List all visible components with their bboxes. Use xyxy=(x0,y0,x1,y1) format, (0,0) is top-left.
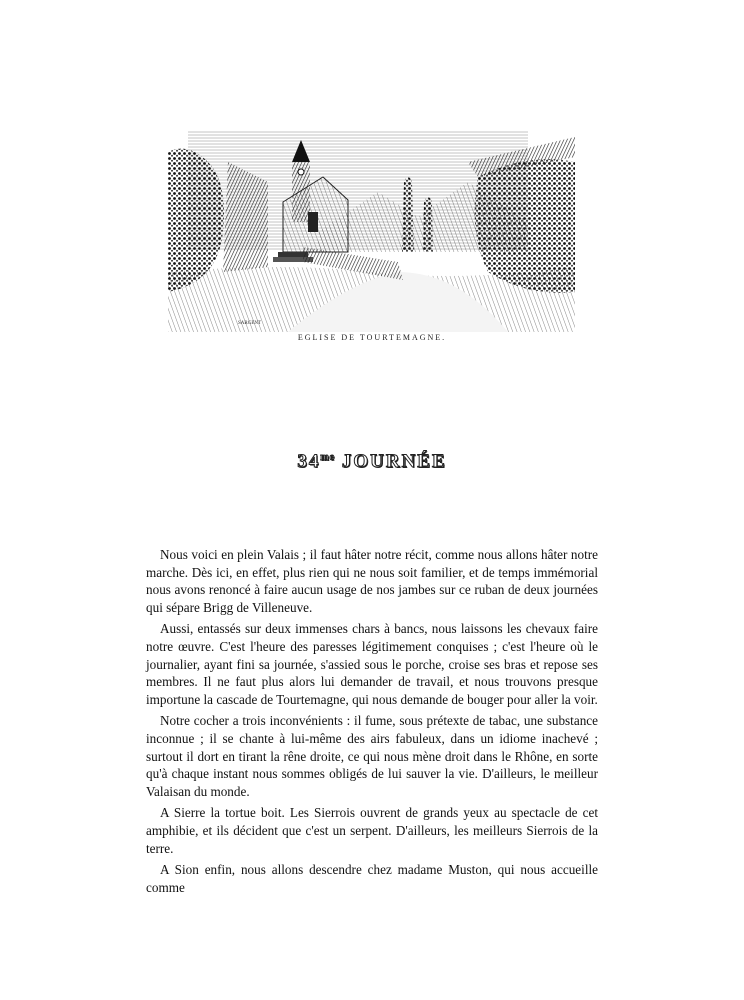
chapter-number: 34 xyxy=(297,451,321,472)
paragraph: Aussi, entassés sur deux immenses chars à bancs, nous laissons les chevaux faire notre œuvre. C'est l'heure des paresses légitimement conquises ; c'est l'heure où le journalier, ayant fini sa journée, s'assied sous le porche, croise ses bras et repose ses membres. Il ne faut plus alors lui demander de travail, et nous trouvons presque importune la cascade de Tourtemagne, qui nous demande de bouger pour aller la voir. xyxy=(146,621,598,707)
paragraph: Nous voici en plein Valais ; il faut hâter notre récit, comme nous allons hâter notre marche. Dès ici, en effet, plus rien qui ne nous soit familier, et de temps immémorial nous avons renoncé à faire aucun usage de nos jambes sur ce ruban de deux journées qui sépare Brigg de Villeneuve. xyxy=(146,547,598,615)
paragraph: A Sion enfin, nous allons descendre chez madame Muston, qui nous accueille comme xyxy=(146,862,598,895)
body-text xyxy=(146,546,598,900)
paragraph: Notre cocher a trois inconvénients : il fume, sous prétexte de tabac, une substance inconnue ; il se chante à lui-même des airs fabuleux, dans un idiome inachevé ; surtout il dort en tirant la rêne droite, ce qui nous mène droit dans le Rhône, en sorte qu'à chaque instant nous sommes obligés de lui sauver la vie. D'ailleurs, le meilleur Valaisan du monde. xyxy=(146,713,598,799)
chapter-heading xyxy=(0,451,744,473)
chapter-suffix: me xyxy=(320,452,336,463)
chapter-word: JOURNÉE xyxy=(341,451,447,472)
illustration-caption: EGLISE DE TOURTEMAGNE. xyxy=(297,333,447,342)
engraver-signature: SARGENT xyxy=(238,321,262,326)
church-engraving xyxy=(168,122,575,332)
paragraph: A Sierre la tortue boit. Les Sierrois ouvrent de grands yeux au spectacle de cet amphibie, et ils décident que c'est un serpent. D'ailleurs, les meilleurs Sierrois de la terre. xyxy=(146,805,598,856)
